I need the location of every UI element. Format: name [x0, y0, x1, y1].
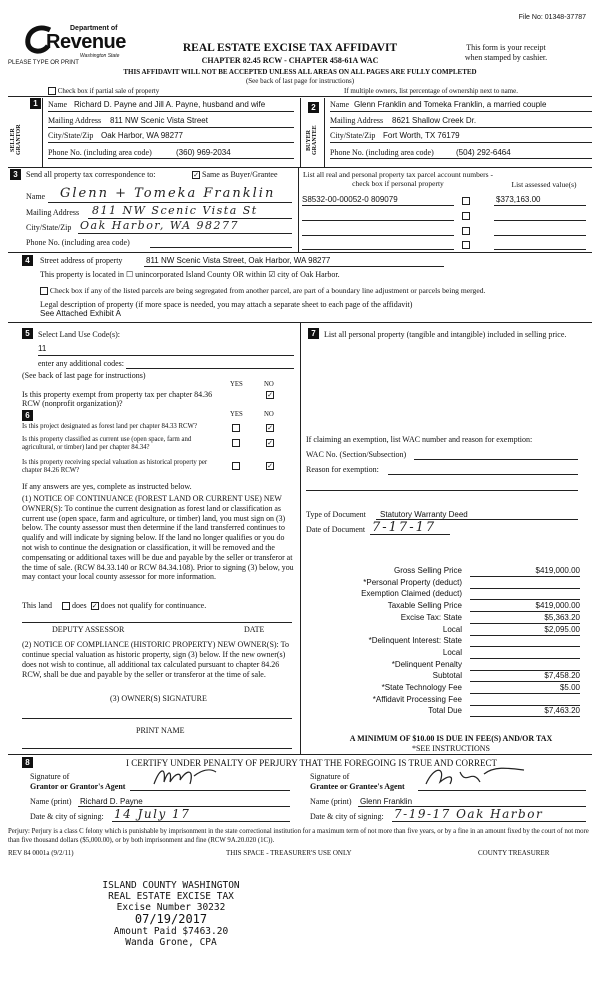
historic-question: Is this property receiving special valuation as historical property per chapter 84.26 RCW?: [22, 459, 208, 474]
perjury-statement: Perjury: Perjury is a class C felony which is punishable by imprisonment in the state correctional institution for a maximum term of not more than five years, or by a fine in an amount fixed by the court of not more than five thousand dollars ($5,000.00), or by both imprisonment and fine (RCW 9A.20.020 (1C)).: [8, 828, 589, 844]
s2-phone-value[interactable]: (504) 292-6464: [456, 148, 511, 157]
grantor-sig-label-2: Grantor or Grantor's Agent: [30, 782, 126, 791]
parcel-1-checkbox[interactable]: [462, 196, 470, 205]
tax-row-value[interactable]: [470, 695, 580, 706]
parcel-4-checkbox[interactable]: [462, 240, 470, 249]
land-continuance-row: [22, 601, 206, 610]
parcel-3-checkbox[interactable]: [462, 226, 470, 235]
s3-same-row: [192, 170, 278, 179]
section-6-number: 6: [22, 410, 33, 421]
certify-statement: I CERTIFY UNDER PENALTY OF PERJURY THAT THE FOREGOING IS TRUE AND CORRECT: [126, 758, 497, 768]
parcel-header: List all real and personal property tax parcel account numbers - check box if personal property: [303, 170, 493, 188]
s1-name-value[interactable]: Richard D. Payne and Jill A. Payne, husband and wife: [74, 100, 266, 109]
stamp-county: ISLAND COUNTY WASHINGTON: [102, 880, 240, 891]
dor-logo: [10, 20, 130, 60]
notice-of-compliance: (2) NOTICE OF COMPLIANCE (HISTORIC PROPERTY) NEW OWNER(S): To continue special valuation as historic property, sign (3) below. If the new owner(s) does not wish to continue, all additional tax calculated pursuant to chapter 84.26 RCW, shall be due and payable by the seller or transferor at the time of sale.: [22, 640, 289, 679]
parcel-assessed-value[interactable]: $373,163.00: [496, 195, 541, 204]
tax-row-value[interactable]: [470, 589, 580, 600]
s1-name-label: Name: [48, 100, 68, 109]
grantee-signature[interactable]: [420, 764, 530, 790]
doc-date-handwritten[interactable]: 7-17-17: [372, 520, 437, 535]
grantee-date-label: Date & city of signing:: [310, 812, 384, 821]
grantor-name-label: Name (print): [30, 797, 72, 806]
does-label: does: [72, 601, 87, 610]
same-as-buyer-checkbox[interactable]: ✓: [193, 171, 199, 180]
tax-row-value[interactable]: [470, 636, 580, 647]
s3-name-label: Name: [26, 192, 46, 201]
s1-city-value[interactable]: Oak Harbor, WA 98277: [101, 131, 183, 140]
tax-row-value[interactable]: [470, 578, 580, 589]
section-2-number: 2: [308, 102, 319, 113]
if-yes-text: If any answers are yes, complete as instructed below.: [22, 482, 192, 491]
section-8-number: 8: [22, 757, 33, 768]
tax-row: [306, 648, 582, 660]
parcel-2-checkbox[interactable]: [462, 211, 470, 220]
multiple-owners-note: If multiple owners, list percentage of ownership next to name.: [344, 87, 518, 95]
current-use-question: Is this property classified as current use (open space, farm and agricultural, or timber) land per chapter 84.34?: [22, 436, 192, 451]
tax-row-label: Local: [442, 647, 462, 657]
buyer-grantee-label: BUYER GRANTEE: [306, 125, 318, 155]
receipt-note-2: when stamped by cashier.: [464, 53, 548, 62]
stamp-date: 07/19/2017: [134, 912, 208, 926]
tax-row: [306, 589, 582, 601]
tax-row-label: Total Due: [428, 706, 462, 716]
partial-sale-label: Check box if partial sale of property: [57, 87, 160, 95]
section-1-number: 1: [30, 98, 41, 109]
s2-name-value[interactable]: Glenn Franklin and Tomeka Franklin, a married couple: [354, 100, 547, 109]
please-type: PLEASE TYPE OR PRINT: [8, 60, 79, 66]
see-back-text: (See back of last page for instructions): [245, 77, 355, 85]
grantee-sig-label-1: Signature of: [310, 772, 350, 781]
tax-row-value[interactable]: $5.00: [470, 683, 580, 694]
tax-row: [306, 636, 582, 648]
grantee-sig-label-2: Grantee or Grantee's Agent: [310, 782, 405, 791]
exempt-question: Is this property exempt from property tax per chapter 84.36 RCW (nonprofit organization)?: [22, 390, 213, 408]
s5-yes-header: YES: [230, 381, 243, 388]
current-use-no-checkbox[interactable]: ✓: [267, 439, 273, 448]
s3-mail-label: Mailing Address: [26, 208, 80, 217]
tax-row-label: Gross Selling Price: [393, 566, 462, 575]
forest-question: Is this project designated as forest land per chapter 84.33 RCW?: [22, 423, 197, 430]
s1-mail-label: Mailing Address: [48, 116, 102, 125]
land-use-code[interactable]: 11: [38, 344, 47, 353]
tax-row-label: Exemption Claimed (deduct): [361, 589, 462, 599]
s2-city-value[interactable]: Fort Worth, TX 76179: [383, 131, 460, 140]
tax-row: [306, 625, 582, 637]
tax-row-value[interactable]: [470, 660, 580, 671]
s1-city-label: City/State/Zip: [48, 131, 94, 140]
does-not-checkbox[interactable]: ✓: [91, 602, 98, 611]
deputy-assessor-label: DEPUTY ASSESSOR: [52, 625, 125, 634]
tax-row: [306, 660, 582, 672]
section-7-number: 7: [308, 328, 319, 339]
tax-row-value[interactable]: $7,463.20: [470, 706, 580, 717]
tax-row-label: Taxable Selling Price: [387, 601, 462, 611]
s2-phone-label: Phone No. (including area code): [330, 148, 434, 157]
parcel-number[interactable]: S8532-00-00052-0 809079: [302, 195, 398, 204]
tax-row-label: *Delinquent Penalty: [391, 659, 462, 669]
legal-description-value[interactable]: See Attached Exhibit A: [40, 309, 121, 318]
tax-row-value[interactable]: $419,000.00: [470, 601, 580, 612]
tax-row-value[interactable]: $7,458.20: [470, 671, 580, 682]
s3-send-label: Send all property tax correspondence to:: [26, 170, 156, 179]
tax-row: [306, 601, 582, 613]
tax-row-value[interactable]: [470, 648, 580, 659]
segregation-row: [40, 286, 485, 295]
section-5-number: 5: [22, 328, 33, 339]
property-location-text: This property is located in ☐ unincorporated Island County OR within ☑ city of Oak Harbor.: [40, 270, 340, 279]
tax-row-label: *State Technology Fee: [381, 683, 462, 692]
tax-row: [306, 683, 582, 695]
s3-city-label: City/State/Zip: [26, 223, 72, 232]
personal-property-label: List all personal property (tangible and intangible) included in selling price.: [324, 330, 567, 339]
tax-row-label: *Affidavit Processing Fee: [372, 694, 462, 704]
s2-mail-value[interactable]: 8621 Shallow Creek Dr.: [392, 116, 477, 125]
this-land-label: This land: [22, 601, 52, 610]
s6-yes-header: YES: [230, 411, 243, 418]
s6-no-header: NO: [264, 411, 274, 418]
rev-number: REV 84 0001a (9/2/11): [8, 849, 74, 857]
tax-row-value[interactable]: $5,363.20: [470, 613, 580, 624]
tax-row-label: Excise Tax: State: [400, 612, 462, 622]
s3-city-handwritten[interactable]: Oak Harbor, WA 98277: [80, 219, 240, 232]
receipt-note-1: This form is your receipt: [466, 43, 546, 52]
file-number: File No: 01348-37787: [518, 14, 586, 21]
grantor-signature[interactable]: [150, 764, 220, 790]
s3-phone-label: Phone No. (including area code): [26, 238, 130, 247]
form-chapter: CHAPTER 82.45 RCW - CHAPTER 458-61A WAC: [201, 56, 379, 65]
grantor-sig-label-1: Signature of: [30, 772, 70, 781]
seller-grantor-label: SELLER GRANTOR: [10, 124, 22, 156]
same-as-buyer-label: Same as Buyer/Grantee: [202, 170, 278, 179]
s3-name-handwritten[interactable]: Glenn + Tomeka Franklin: [60, 186, 276, 201]
grantor-date-handwritten[interactable]: 14 July 17: [114, 807, 191, 821]
reason-label: Reason for exemption:: [306, 465, 379, 474]
tax-row-label: *Delinquent Interest: State: [368, 636, 462, 646]
stamp-treasurer: Wanda Grone, CPA: [125, 937, 217, 948]
see-instructions-note: *SEE INSTRUCTIONS: [411, 744, 490, 753]
treasurer-only-label: THIS SPACE - TREASURER'S USE ONLY: [226, 849, 352, 857]
tax-row: [306, 706, 582, 718]
additional-codes-label: enter any additional codes:: [38, 359, 124, 368]
s5-see-back: (See back of last page for instructions): [22, 371, 146, 380]
s2-city-label: City/State/Zip: [330, 131, 376, 140]
partial-sale-row: [48, 87, 159, 95]
historic-no-checkbox[interactable]: ✓: [267, 462, 273, 471]
legal-description-label: Legal description of property (if more space is needed, you may attach a separate sheet to each page of the affidavit): [40, 300, 413, 309]
form-title: REAL ESTATE EXCISE TAX AFFIDAVIT: [182, 42, 398, 54]
tax-row: [306, 566, 582, 578]
street-address-label: Street address of property: [40, 256, 123, 265]
segregation-checkbox[interactable]: [40, 287, 48, 295]
doc-date-label: Date of Document: [306, 525, 366, 534]
tax-row: [306, 671, 582, 683]
grantor-name-value[interactable]: Richard D. Payne: [80, 797, 143, 806]
tax-row: [306, 695, 582, 707]
historic-yes-checkbox[interactable]: [232, 461, 240, 470]
land-use-label: Select Land Use Code(s):: [38, 330, 120, 339]
stamp-tax: REAL ESTATE EXCISE TAX: [108, 891, 234, 902]
treasurer-stamp: [86, 880, 256, 948]
s3-mail-handwritten[interactable]: 811 NW Scenic Vista St: [92, 204, 258, 217]
logo-state: Washington State: [80, 53, 120, 59]
s5-no-header: NO: [264, 381, 274, 388]
s1-phone-value[interactable]: (360) 969-2034: [176, 148, 231, 157]
logo-name: Revenue: [46, 31, 126, 53]
section-3-number: 3: [10, 169, 21, 180]
segregation-label: Check box if any of the listed parcels are being segregated from another parcel, are part of a boundary line adjustment or parcels being merged.: [49, 286, 486, 295]
forest-yes-checkbox[interactable]: [232, 423, 240, 432]
exempt-no-checkbox[interactable]: ✓: [267, 391, 273, 400]
deputy-date-label: DATE: [244, 625, 265, 634]
minimum-fee-note: A MINIMUM OF $10.00 IS DUE IN FEE(S) AND/OR TAX: [349, 734, 553, 743]
stamp-amount: Amount Paid $7463.20: [113, 926, 229, 937]
tax-row-value[interactable]: $419,000.00: [470, 566, 580, 577]
s2-mail-label: Mailing Address: [330, 116, 384, 125]
doc-type-label: Type of Document: [306, 510, 366, 519]
section-4-number: 4: [22, 255, 33, 266]
tax-row-value[interactable]: $2,095.00: [470, 625, 580, 636]
doc-type-value[interactable]: Statutory Warranty Deed: [380, 510, 468, 519]
grantor-date-label: Date & city of signing:: [30, 812, 104, 821]
s2-name-label: Name: [330, 100, 350, 109]
owner-signature-label: (3) OWNER(S) SIGNATURE: [110, 694, 207, 703]
grantee-name-label: Name (print): [310, 797, 352, 806]
grantee-date-handwritten[interactable]: 7-19-17 Oak Harbor: [394, 807, 544, 821]
exemption-claim-label: If claiming an exemption, list WAC number and reason for exemption:: [306, 435, 533, 444]
street-address-value[interactable]: 811 NW Scenic Vista Street, Oak Harbor, WA 98277: [146, 256, 331, 265]
tax-row: [306, 613, 582, 625]
assessed-value-header: List assessed value(s): [511, 180, 577, 189]
tax-row-label: Local: [442, 624, 462, 634]
print-name-label: PRINT NAME: [136, 726, 185, 735]
warning-text: THIS AFFIDAVIT WILL NOT BE ACCEPTED UNLESS ALL AREAS ON ALL PAGES ARE FULLY COMPLETED: [123, 68, 477, 76]
grantee-name-value[interactable]: Glenn Franklin: [360, 797, 413, 806]
qualify-label: qualify for continuance.: [129, 601, 207, 610]
forest-no-checkbox[interactable]: ✓: [267, 424, 273, 433]
wac-label: WAC No. (Section/Subsection): [306, 450, 407, 459]
tax-row: [306, 578, 582, 590]
s1-phone-label: Phone No. (including area code): [48, 148, 152, 157]
partial-sale-checkbox[interactable]: [48, 87, 56, 95]
tax-row-label: Subtotal: [432, 671, 462, 681]
notice-of-continuance: (1) NOTICE OF CONTINUANCE (FOREST LAND OR CURRENT USE) NEW OWNER(S): To continue the current designation as forest land or classification as current use (open space, farm and agriculture, or timber) land, you must sign on (3) below. The county assessor must then determine if the land transferred continues to qualify and will indicate by signing below. If the land no longer qualifies or you do not wish to continue the designation or classification, it will be removed and the compensating or additional taxes will be due and payable by the seller or transferor at the time of sale. (RCW 84.33.140 or RCW 84.34.108). Prior to signing (3) below, you may contact your local county assessor for more information.: [22, 494, 294, 582]
does-not-label: does not: [100, 601, 128, 610]
logo-dept: Department of: [70, 25, 118, 32]
does-checkbox[interactable]: [62, 602, 70, 610]
s1-mail-value[interactable]: 811 NW Scenic Vista Street: [110, 116, 208, 125]
current-use-yes-checkbox[interactable]: [232, 438, 240, 447]
county-treasurer-label: COUNTY TREASURER: [478, 849, 550, 857]
stamp-excise-number: Excise Number 30232: [116, 902, 226, 913]
tax-row-label: *Personal Property (deduct): [363, 577, 462, 587]
